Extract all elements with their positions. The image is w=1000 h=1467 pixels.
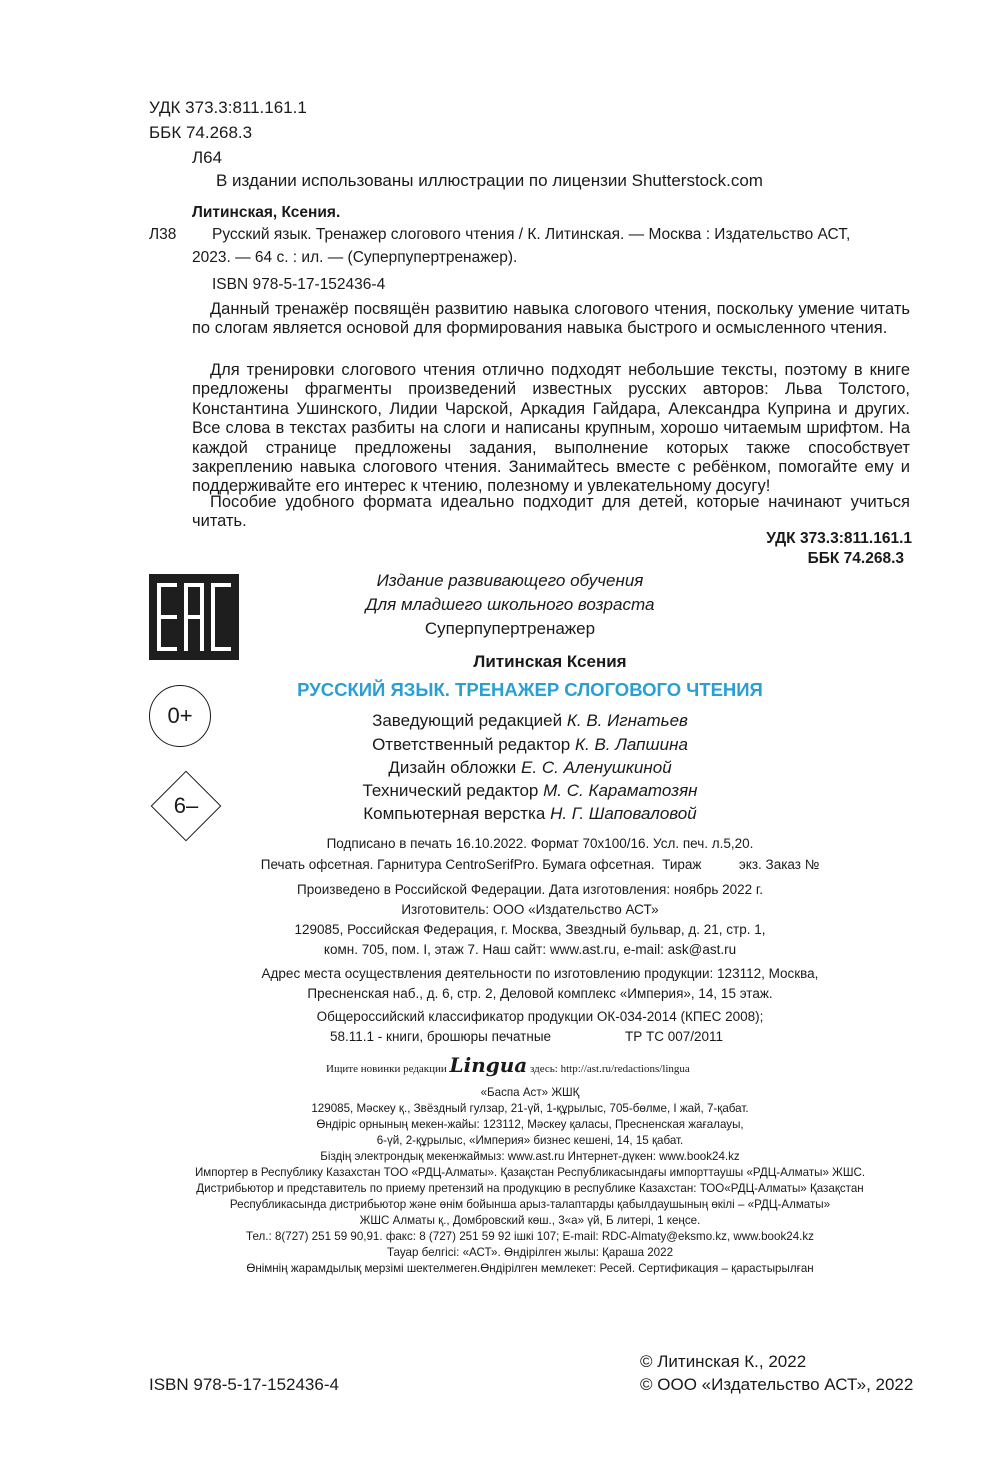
- kz-line: 6-үй, 2-құрылыс, «Империя» бизнес кешені, 14, 15 қабат.: [376, 1134, 684, 1147]
- print-info-line-1: Подписано в печать 16.10.2022. Формат 70х100/16. Усл. печ. л.5,20.: [326, 836, 754, 851]
- okp-line-2: 58.11.1 - книги, брошюры печатные: [330, 1029, 552, 1044]
- address-line-2: Пресненская наб., д. 6, стр. 2, Деловой комплекс «Империя», 14, 15 этаж.: [307, 986, 773, 1001]
- kz-line: ЖШС Алматы қ., Домбровский көш., 3«а» үй, Б литері, 1 кеңсе.: [359, 1214, 701, 1227]
- series-name: Суперпупертренажер: [424, 619, 596, 638]
- address-line-1: Адрес места осуществления деятельности по изготовлению продукции: 123112, Москва,: [261, 966, 819, 981]
- illustrations-note: В издании использованы иллюстрации по лицензии Shutterstock.com: [216, 171, 763, 190]
- abstract-paragraph-2: Для тренировки слогового чтения отлично подходят небольшие тексты, поэтому в книге предложены фрагменты произведений известных русских авторов: Льва Толстого, Константина Ушинского, Лидии Чарской, Аркадия Гайдара, Александра Куприна и других. Все слова в текстах разбиты на слоги и написаны крупным, хорошо читаемым шрифтом. На каждой странице предложены задания, выполнение которых также способствует закреплению навыка слогового чтения. Занимайтесь вместе с ребёнком, помогайте ему и поддерживайте его интерес к чтению, полезному и увлекательному досугу!: [192, 361, 910, 496]
- imprint-author: Литинская Ксения: [473, 652, 627, 671]
- kz-line: 129085, Мәскеу қ., Звёздный гулзар, 21-үй, 1-құрылыс, 705-бөлме, I жай, 7-қабат.: [311, 1102, 749, 1115]
- lingua-prefix: Ищите новинки редакции: [326, 1063, 447, 1075]
- credit-role: Технический редактор: [362, 781, 539, 800]
- biblio-line-2: 2023. — 64 с. : ил. — (Суперпупертренажер).: [192, 249, 518, 266]
- lingua-link: здесь: http://ast.ru/redactions/lingua: [529, 1063, 690, 1075]
- kz-line: Өндіріс орнының мекен-жайы: 123112, Мәскеу қаласы, Пресненская жағалауы,: [316, 1118, 744, 1131]
- made-line-4: комн. 705, пом. I, этаж 7. Наш сайт: www.ast.ru, e-mail: ask@ast.ru: [323, 942, 737, 957]
- bbk-code: ББК 74.268.3: [149, 123, 253, 142]
- kz-line: Біздің электрондық мекенжаймыз: www.ast.ru Интернет-дүкен: www.book24.kz: [320, 1150, 740, 1163]
- credit-line: [300, 804, 760, 824]
- credit-role: Дизайн обложки: [388, 758, 517, 777]
- tr-ts-code: ТР ТС 007/2011: [625, 1029, 724, 1044]
- biblio-line-1: Русский язык. Тренажер слогового чтения / К. Литинская. — Москва : Издательство АСТ,: [212, 226, 851, 243]
- kz-line: Импортер в Республику Казахстан ТОО «РДЦ-Алматы». Қазақстан Республикасындағы импорттаушы «РДЦ-Алматы» ЖШС.: [194, 1166, 866, 1179]
- copyright-publisher: © ООО «Издательство АСТ», 2022: [640, 1375, 914, 1394]
- copyright-author: © Литинская К., 2022: [640, 1352, 807, 1371]
- book-title: РУССКИЙ ЯЗЫК. ТРЕНАЖЕР СЛОГОВОГО ЧТЕНИЯ: [297, 679, 763, 700]
- edition-type: Издание развивающего обучения: [376, 571, 644, 590]
- credit-line: [300, 711, 760, 731]
- kz-line: Өнімнің жарамдылық мерзімі шектелмеген.Өндірілген мемлекет: Ресей. Сертификация – қарастырылған: [246, 1262, 814, 1275]
- credit-line: [300, 735, 760, 755]
- made-line-1: Произведено в Российской Федерации. Дата изготовления: ноябрь 2022 г.: [297, 882, 763, 897]
- credit-name: К. В. Игнатьев: [566, 711, 688, 730]
- print-info-line-2: Печать офсетная. Гарнитура CentroSerifPro. Бумага офсетная. Тираж экз. Заказ №: [260, 857, 820, 872]
- catalog-code: Л38: [149, 226, 177, 243]
- bbk-code-bottom: ББК 74.268.3: [807, 550, 904, 567]
- okp-line-1: Общероссийский классификатор продукции ОК-034-2014 (КПЕС 2008);: [316, 1009, 764, 1024]
- kz-line: Дистрибьютор и представитель по приему претензий на продукцию в республике Казахстан: ТОО«РДЦ-Алматы» Қазақстан: [196, 1182, 864, 1195]
- credit-name: Н. Г. Шаповаловой: [550, 804, 697, 823]
- made-line-2: Изготовитель: ООО «Издательство АСТ»: [401, 902, 659, 917]
- credit-name: Е. С. Аленушкиной: [521, 758, 672, 777]
- credit-role: Ответственный редактор: [372, 735, 571, 754]
- eac-conformity-mark: [149, 574, 239, 660]
- kz-line: Республикасында дистрибьютор және өнім бойынша арыз-талаптарды қабылдаушының өкілі – «РДЦ-Алматы»: [229, 1198, 831, 1211]
- isbn-footer: ISBN 978-5-17-152436-4: [149, 1375, 339, 1394]
- author-mark: Л64: [192, 148, 223, 167]
- kz-line: Тел.: 8(727) 251 59 90,91. факс: 8 (727) 251 59 92 ішкі 107; E-mail: RDC-Almaty@eksmo.kz, www.book24.kz: [246, 1230, 814, 1243]
- credit-name: К. В. Лапшина: [575, 735, 688, 754]
- made-line-3: 129085, Российская Федерация, г. Москва, Звездный бульвар, д. 21, стр. 1,: [294, 922, 766, 937]
- age-rating-diamond-label: 6–: [173, 793, 199, 818]
- udk-code-bottom: УДК 373.3:811.161.1: [766, 530, 912, 547]
- kz-line: Тауар белгісі: «АСТ». Өндірілген жылы: Қараша 2022: [386, 1246, 674, 1259]
- lingua-logo: Lingua: [449, 1053, 528, 1077]
- credit-role: Компьютерная верстка: [363, 804, 546, 823]
- audience: Для младшего школьного возраста: [365, 595, 655, 614]
- credit-name: М. С. Караматозян: [543, 781, 698, 800]
- author-heading: Литинская, Ксения.: [192, 204, 341, 221]
- lingua-line: [326, 1052, 690, 1082]
- credit-line: [300, 781, 760, 801]
- abstract-paragraph-1: Данный тренажёр посвящён развитию навыка слогового чтения, поскольку умение читать по слогам является основой для формирования навыка быстрого и осмысленного чтения.: [192, 300, 910, 338]
- credit-role: Заведующий редакцией: [372, 711, 563, 730]
- abstract-paragraph-3: Пособие удобного формата идеально подходит для детей, которые начинают учиться читать.: [192, 493, 910, 531]
- credit-line: [300, 758, 760, 778]
- isbn-top: ISBN 978-5-17-152436-4: [212, 276, 386, 293]
- kz-line: «Баспа Аст» ЖШҚ: [480, 1086, 580, 1099]
- age-rating-circle: 0+: [149, 685, 211, 747]
- udk-code: УДК 373.3:811.161.1: [149, 98, 307, 117]
- age-rating-diamond: [150, 770, 222, 842]
